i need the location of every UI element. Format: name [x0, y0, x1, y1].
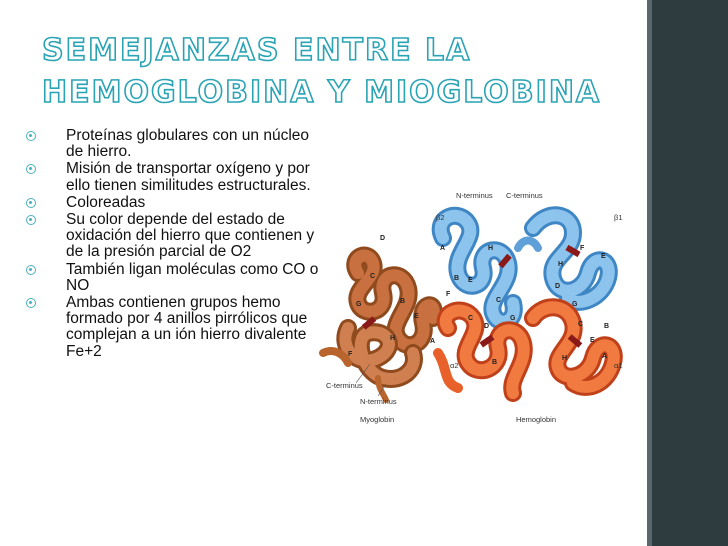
beta1-label: β1: [614, 213, 623, 222]
bullet-text: Misión de transportar oxígeno y por ello tienen similitudes estructurales.: [66, 160, 311, 194]
helix-letter: H: [562, 355, 568, 362]
bullet-text: Coloreadas: [66, 193, 146, 211]
myoglobin-ribbon: [323, 256, 434, 400]
alpha2-label: α2: [450, 361, 459, 370]
helix-letter: G: [510, 315, 516, 322]
bullet-item: [22, 295, 322, 360]
helix-letter: C: [468, 315, 474, 322]
bullet-item: [22, 161, 322, 193]
helix-letter: E: [414, 313, 419, 320]
hemoglobin-alpha-ribbon: [438, 307, 614, 393]
helix-letter: G: [356, 301, 362, 308]
helix-letter: E: [468, 277, 473, 284]
bullet-item: [22, 195, 322, 211]
helix-letter: C: [496, 297, 502, 304]
bullet-text: Proteínas globulares con un núcleo de hierro.: [66, 127, 309, 161]
bullet-text: Su color depende del estado de oxidación del hierro que contienen y de la presión parcial de O2: [66, 211, 315, 261]
bullet-icon: [26, 298, 36, 308]
helix-letter: D: [484, 323, 490, 330]
c-terminus-top-label: C-terminus: [506, 191, 543, 200]
alpha1-label: α1: [614, 361, 623, 370]
helix-letter: F: [446, 291, 451, 298]
bullet-icon: [26, 198, 36, 208]
helix-letter: A: [440, 245, 446, 252]
bullet-icon: [26, 265, 36, 275]
bullet-text: Ambas contienen grupos hemo formado por 4 anillos pirrólicos que complejan a un ión hierro divalente Fe+2: [66, 294, 308, 360]
helix-letter: A: [430, 338, 436, 345]
helix-letter: H: [558, 261, 564, 268]
helix-letter: D: [555, 283, 561, 290]
helix-letter: B: [400, 298, 406, 305]
n-terminus-top-label: N-terminus: [456, 191, 493, 200]
bullet-item: [22, 128, 322, 160]
helix-letter: H: [488, 245, 494, 252]
helix-letter: C: [370, 273, 376, 280]
helix-letter: E: [601, 253, 606, 260]
helix-letter: F: [348, 351, 353, 358]
bullet-icon: [26, 131, 36, 141]
myoglobin-caption: Myoglobin: [360, 415, 395, 424]
helix-letter: B: [604, 323, 610, 330]
bullet-icon: [26, 164, 36, 174]
bullet-list: [22, 128, 322, 361]
helix-letter: E: [590, 337, 595, 344]
helix-letter: H: [390, 335, 396, 342]
c-terminus-myo-label: C-terminus: [326, 381, 363, 390]
n-terminus-myo-label: N-terminus: [360, 397, 397, 406]
helix-letter: A: [602, 353, 608, 360]
slide-title: SEMEJANZAS ENTRE LA HEMOGLOBINA Y MIOGLOBINA: [42, 33, 602, 110]
bullet-text: También ligan moléculas como CO o NO: [66, 260, 319, 294]
helix-letter: B: [454, 275, 460, 282]
bullet-item: [22, 262, 322, 294]
helix-letter: D: [380, 235, 386, 242]
hemoglobin-caption: Hemoglobin: [516, 415, 557, 424]
protein-structure-figure: [318, 178, 640, 440]
helix-letter: G: [572, 301, 578, 308]
helix-letter: B: [492, 359, 498, 366]
bullet-item: [22, 212, 322, 261]
sidebar-panel: [652, 0, 728, 546]
helix-letter: F: [580, 245, 585, 252]
bullet-icon: [26, 215, 36, 225]
helix-letter: C: [578, 321, 584, 328]
beta2-label: β2: [436, 213, 445, 222]
